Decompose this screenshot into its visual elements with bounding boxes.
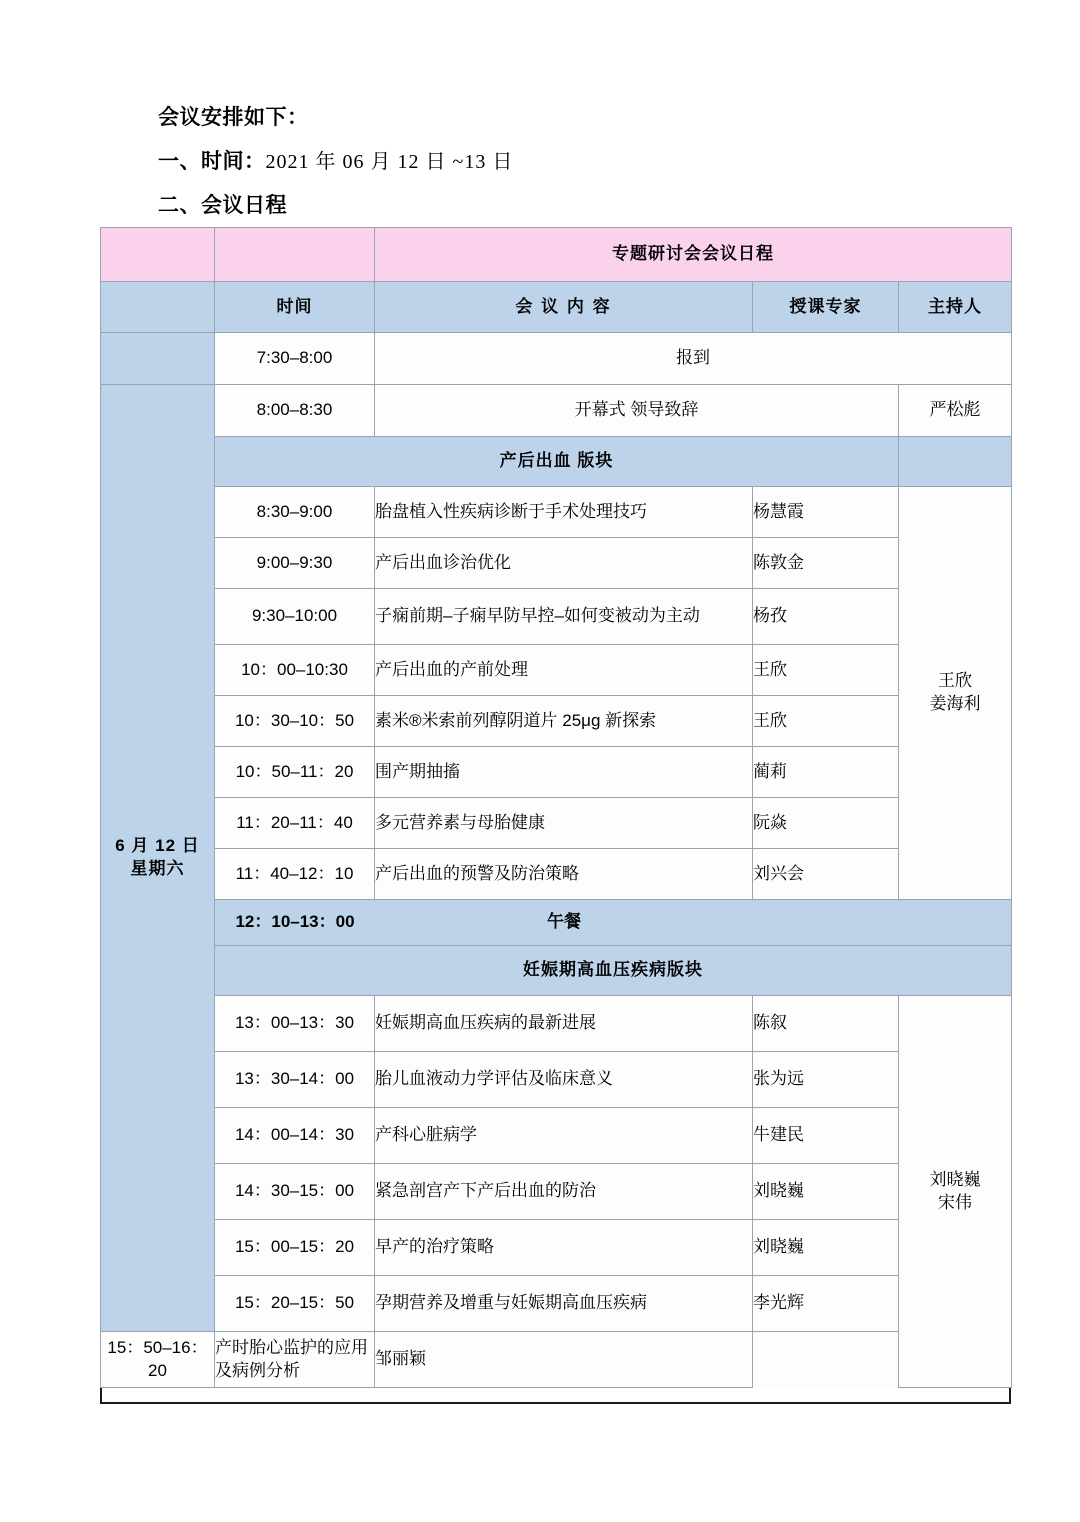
talk-time: 9:30–10:00 <box>215 589 375 645</box>
talk-content: 素米®米索前列醇阴道片 25μg 新探索 <box>375 696 753 747</box>
talk-content: 多元营养素与母胎健康 <box>375 798 753 849</box>
registration-content: 报到 <box>375 333 1012 385</box>
table-row-opening <box>101 385 1012 437</box>
opening-content: 开幕式 领导致辞 <box>375 385 899 437</box>
title-spacer-date <box>101 228 215 282</box>
table-title-row <box>101 228 1012 282</box>
talk-time: 8:30–9:00 <box>215 487 375 538</box>
talk-expert: 李光辉 <box>753 1276 899 1332</box>
host-group-afternoon <box>899 996 1012 1388</box>
schedule-title: 专题研讨会会议日程 <box>375 228 1012 282</box>
talk-time: 10：00–10:30 <box>215 645 375 696</box>
date-line-2: 星期六 <box>130 859 185 878</box>
host-morning-line-1: 王欣 <box>938 671 972 691</box>
table-row <box>101 645 1012 696</box>
header-expert: 授课专家 <box>753 282 899 333</box>
schedule-table <box>100 227 1012 1388</box>
table-header-row <box>101 282 1012 333</box>
talk-time: 15：20–15：50 <box>215 1276 375 1332</box>
talk-time: 13：00–13：30 <box>215 996 375 1052</box>
intro-heading: 会议安排如下： <box>158 106 309 129</box>
section-label-pph: 产后出血 版块 <box>215 437 899 487</box>
talk-expert: 杨孜 <box>753 589 899 645</box>
table-row <box>101 1164 1012 1220</box>
talk-content: 子痫前期–子痫早防早控–如何变被动为主动 <box>375 589 753 645</box>
talk-expert: 张为远 <box>753 1052 899 1108</box>
title-spacer-time <box>215 228 375 282</box>
host-afternoon-line-1: 刘晓巍 <box>929 1169 981 1189</box>
talk-time: 11：40–12：10 <box>215 849 375 900</box>
table-row-lunch <box>101 900 1012 946</box>
meeting-time-line <box>158 140 1018 184</box>
talk-expert: 陈叙 <box>753 996 899 1052</box>
registration-time: 7:30–8:00 <box>215 333 375 385</box>
talk-time: 10：50–11：20 <box>215 747 375 798</box>
table-row-section-hdp <box>101 946 1012 996</box>
talk-expert: 王欣 <box>753 645 899 696</box>
lunch-time: 12：10–13：00 <box>235 912 355 932</box>
table-row <box>101 1332 1012 1388</box>
table-row <box>101 996 1012 1052</box>
table-frame-bottom <box>100 1402 1011 1404</box>
talk-time: 13：30–14：00 <box>215 1052 375 1108</box>
table-row <box>101 849 1012 900</box>
header-content: 会 议 内 容 <box>375 282 753 333</box>
talk-expert: 阮焱 <box>753 798 899 849</box>
header-date <box>101 282 215 333</box>
talk-content: 胎盘植入性疾病诊断于手术处理技巧 <box>375 487 753 538</box>
talk-content: 紧急剖宫产下产后出血的防治 <box>375 1164 753 1220</box>
host-group-morning <box>899 487 1012 900</box>
date-column-block <box>101 385 215 1332</box>
table-row <box>101 1108 1012 1164</box>
table-row-section-pph <box>101 437 1012 487</box>
table-row <box>101 1220 1012 1276</box>
opening-time: 8:00–8:30 <box>215 385 375 437</box>
talk-content: 产科心脏病学 <box>375 1108 753 1164</box>
talk-content: 围产期抽搐 <box>375 747 753 798</box>
talk-time: 15：50–16：20 <box>101 1332 215 1388</box>
date-line-1: 6 月 12 日 <box>115 836 200 856</box>
lunch-label: 午餐 <box>547 912 581 932</box>
table-row <box>101 538 1012 589</box>
talk-content: 孕期营养及增重与妊娠期高血压疾病 <box>375 1276 753 1332</box>
talk-expert: 陈敦金 <box>753 538 899 589</box>
table-row <box>101 1276 1012 1332</box>
table-row <box>101 798 1012 849</box>
talk-content: 胎儿血液动力学评估及临床意义 <box>375 1052 753 1108</box>
host-morning-line-2: 姜海利 <box>929 694 981 713</box>
talk-expert: 王欣 <box>753 696 899 747</box>
talk-time: 10：30–10：50 <box>215 696 375 747</box>
talk-expert: 刘晓巍 <box>753 1164 899 1220</box>
talk-time: 11：20–11：40 <box>215 798 375 849</box>
talk-expert: 杨慧霞 <box>753 487 899 538</box>
table-row <box>101 1052 1012 1108</box>
talk-time: 14：00–14：30 <box>215 1108 375 1164</box>
table-row <box>101 696 1012 747</box>
talk-content: 产后出血的预警及防治策略 <box>375 849 753 900</box>
talk-content: 产时胎心监护的应用及病例分析 <box>215 1332 375 1388</box>
talk-content: 早产的治疗策略 <box>375 1220 753 1276</box>
meeting-time-value: 2021 年 06 月 12 日 ~13 日 <box>265 151 514 173</box>
talk-expert: 牛建民 <box>753 1108 899 1164</box>
table-row <box>101 589 1012 645</box>
talk-expert: 蔺莉 <box>753 747 899 798</box>
talk-time: 9:00–9:30 <box>215 538 375 589</box>
talk-content: 妊娠期高血压疾病的最新进展 <box>375 996 753 1052</box>
talk-content: 产后出血的产前处理 <box>375 645 753 696</box>
meeting-time-label: 一、时间： <box>158 150 266 173</box>
header-host: 主持人 <box>899 282 1012 333</box>
talk-content: 产后出血诊治优化 <box>375 538 753 589</box>
opening-host: 严松彪 <box>899 385 1012 437</box>
talk-expert: 刘晓巍 <box>753 1220 899 1276</box>
table-row <box>101 487 1012 538</box>
section-host-spacer-pph <box>899 437 1012 487</box>
section-label-hdp: 妊娠期高血压疾病版块 <box>215 946 1012 996</box>
talk-expert: 刘兴会 <box>753 849 899 900</box>
date-spacer-registration <box>101 333 215 385</box>
talk-time: 15：00–15：20 <box>215 1220 375 1276</box>
table-row-registration <box>101 333 1012 385</box>
host-afternoon-line-2: 宋伟 <box>938 1192 972 1212</box>
talk-time: 14：30–15：00 <box>215 1164 375 1220</box>
agenda-heading: 二、会议日程 <box>158 194 287 217</box>
header-time: 时间 <box>215 282 375 333</box>
intro-block <box>158 96 1018 228</box>
talk-expert: 邹丽颖 <box>375 1332 753 1388</box>
lunch-row <box>215 900 1012 946</box>
table-row <box>101 747 1012 798</box>
